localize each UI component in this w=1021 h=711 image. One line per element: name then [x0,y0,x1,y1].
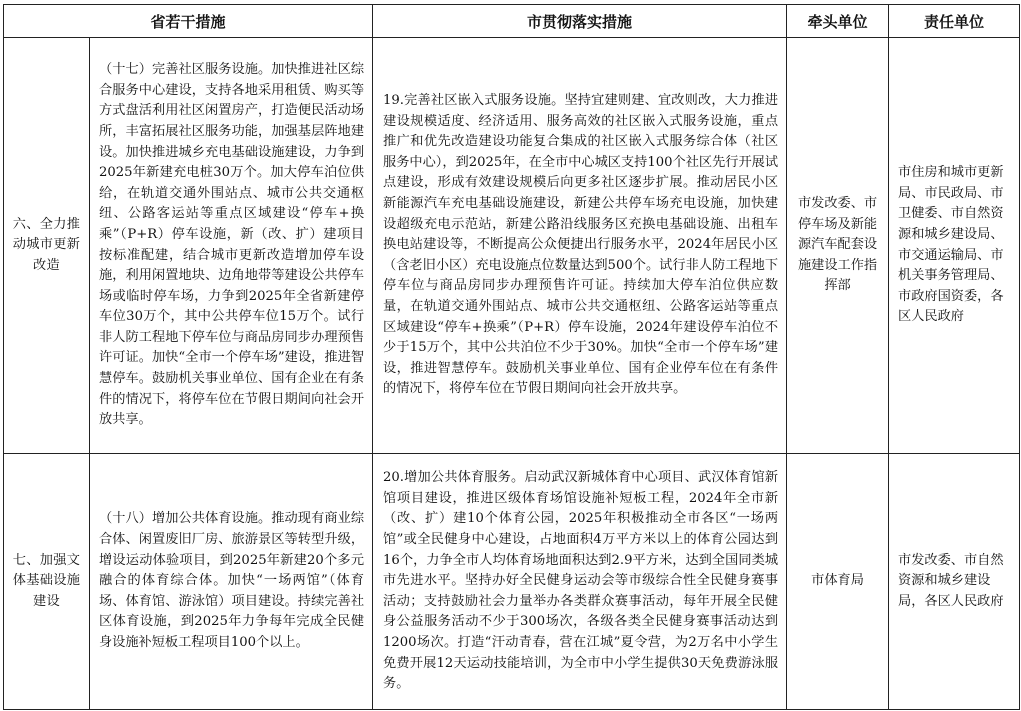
responsible-unit-text: 市发改委、市自然资源和城乡建设局，各区人民政府 [889,454,1020,710]
provincial-measure-text: （十七）完善社区服务设施。加快推进社区综合服务中心建设，支持各地采用租赁、购买等方式盘活利用社区闲置房产，打造便民活动场所，丰富拓展社区服务功能，加强基层阵地建设。加快推进城乡充电基础设施建设，力争到2025年新建充电桩30万个。加大停车泊位供给，在轨道交通外围站点、城市公共交通枢纽、公路客运站等重点区域建设“停车+换乘”（P+R）停车设施，新（改、扩）建项目按标准配建，结合城市更新改造增加停车设施，利用闲置地块、边角地带等建设公共停车场或临时停车场，力争到2025年全省新建停车位30万个，其中公共停车位15万个。试行非人防工程地下停车位与商品房同步办理预售许可证。加快“全市一个停车场”建设，推进智慧停车。鼓励机关事业单位、国有企业在有条件的情况下，将停车位在节假日期间向社会开放共享。 [90,38,373,454]
header-provincial-measures: 省若干措施 [4,5,373,38]
row-category: 六、全力推动城市更新改造 [4,38,90,454]
lead-unit-text: 市体育局 [787,454,889,710]
row-category: 七、加强文体基础设施建设 [4,454,90,710]
responsible-unit-text: 市住房和城市更新局、市民政局、市卫健委、市自然资源和城乡建设局、市交通运输局、市机关事务管理局、市政府国资委，各区人民政府 [889,38,1020,454]
table-header-row [4,5,1020,38]
header-responsible-unit: 责任单位 [889,5,1020,38]
lead-unit-text: 市发改委、市停车场及新能源汽车配套设施建设工作指挥部 [787,38,889,454]
table-row [4,454,1020,710]
provincial-measure-text: （十八）增加公共体育设施。推动现有商业综合体、闲置废旧厂房、旅游景区等转型升级，增设运动体验项目，到2025年新建20个多元融合的体育综合体。加快“一场两馆”（体育场、体育馆、游泳馆）项目建设。持续完善社区体育设施，到2025年力争每年完成全民健身设施补短板工程项目100个以上。 [90,454,373,710]
header-municipal-measures: 市贯彻落实措施 [373,5,787,38]
municipal-measure-text: 19.完善社区嵌入式服务设施。坚持宜建则建、宜改则改，大力推进建设规模适度、经济适用、服务高效的社区嵌入式服务设施，重点推广和优先改造建设功能复合集成的社区嵌入式服务综合体（社区服务中心），到2025年，在全市中心城区支持100个社区先行开展试点建设，形成有效建设规模后向更多社区逐步扩展。推动居民小区新能源汽车充电基础设施建设，新建公共停车场充电设施，加快建设超级充电示范站，新建公路沿线服务区充换电基础设施、出租车换电站建设等，不断提高公众便捷出行服务水平，2024年居民小区（含老旧小区）充电设施点位数量达到500个。试行非人防工程地下停车位与商品房同步办理预售许可证。持续加大停车泊位供应数量，在轨道交通外围站点、城市公共交通枢纽、公路客运站等重点区域建设“停车+换乘”（P+R）停车设施，2024年建设停车泊位不少于15万个，其中公共泊位不少于30%。加快“全市一个停车场”建设，推进智慧停车。鼓励机关事业单位、国有企业停车位在有条件的情况下，将停车位在节假日期间向社会开放共享。 [373,38,787,454]
municipal-measure-text: 20.增加公共体育服务。启动武汉新城体育中心项目、武汉体育馆新馆项目建设，推进区级体育场馆设施补短板工程，2024年全市新（改、扩）建10个体育公园，2025年积极推动全市各区“一场两馆”或全民健身中心建设，占地面积4万平方米以上的体育公园达到16个，力争全市人均体育场地面积达到2.9平方米，达到全国同类城市先进水平。坚持办好全民健身运动会等市级综合性全民健身赛事活动；支持鼓励社会力量举办各类群众赛事活动，每年开展全民健身公益服务活动不少于300场次，各级各类全民健身赛事活动达到1200场次。打造“汗动青春，营在江城”夏令营，为2万名中小学生免费开展12天运动技能培训，为全市中小学生提供30天免费游泳服务。 [373,454,787,710]
table-row [4,38,1020,454]
policy-table [3,4,1020,710]
header-lead-unit: 牵头单位 [787,5,889,38]
